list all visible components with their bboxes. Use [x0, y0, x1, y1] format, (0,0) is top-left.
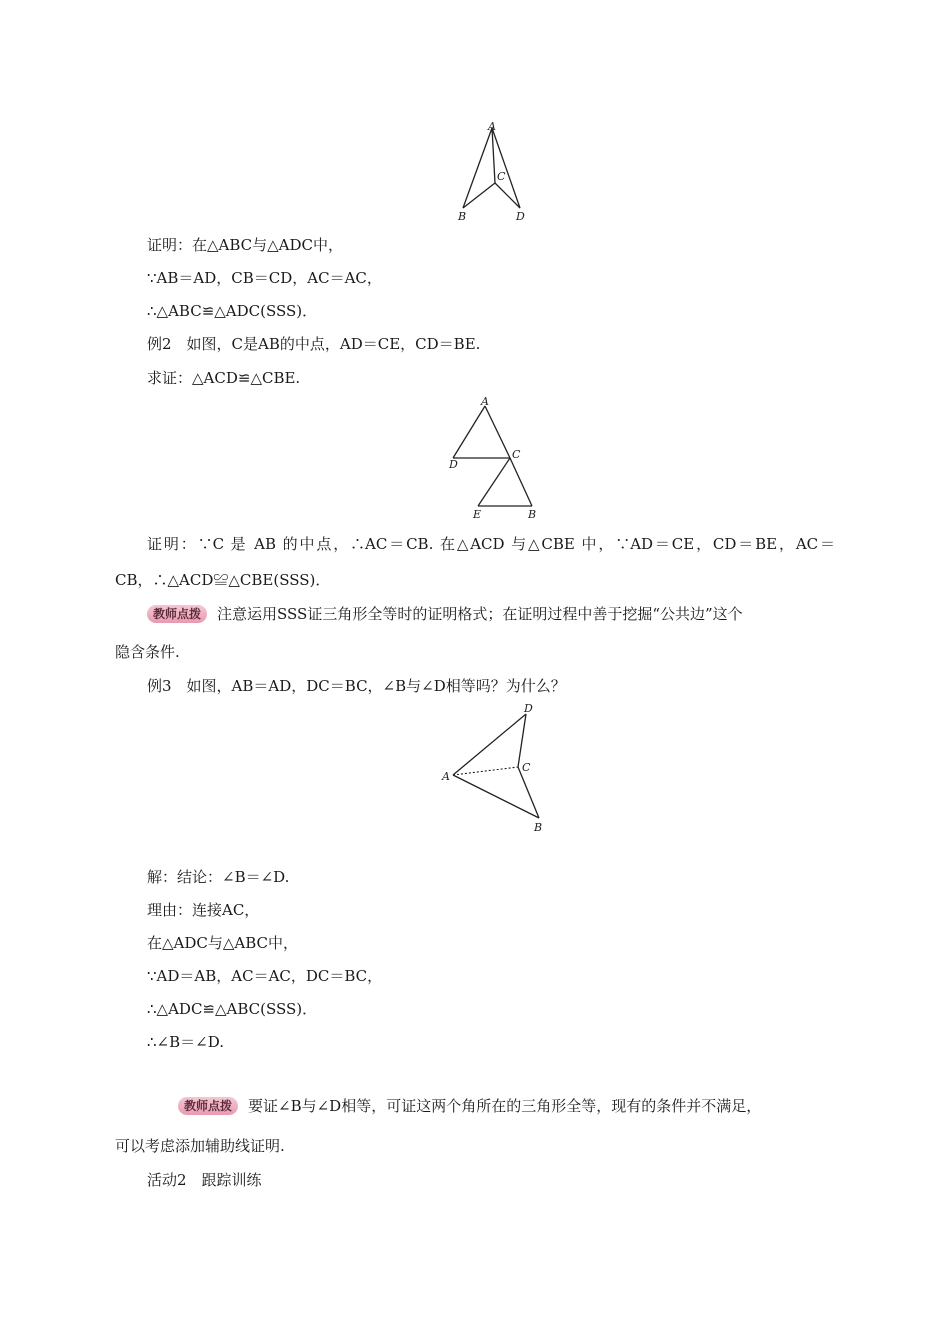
example-2-prove: 求证：△ACD≌△CBE. — [147, 369, 301, 387]
solution-3-line-4: ∵AD＝AB，AC＝AC，DC＝BC， — [147, 967, 383, 985]
solution-3-line-2: 理由：连接AC， — [147, 901, 260, 919]
teacher-tip-badge: 教师点拨 — [147, 605, 207, 623]
fig2-label-e: E — [473, 508, 482, 521]
tip-1-line-1 — [147, 604, 743, 624]
fig3-label-a: A — [442, 770, 450, 783]
fig1-label-b: B — [458, 210, 467, 223]
fig3-label-b: B — [534, 821, 543, 834]
fig2-label-b: B — [528, 508, 537, 521]
figure-1-triangles-abc-adc — [450, 118, 540, 226]
fig1-label-a: A — [488, 120, 496, 133]
proof1-line-2: ∵AB＝AD，CB＝CD，AC＝AC， — [147, 269, 382, 287]
figure-2-triangles-acd-cbe — [440, 392, 550, 522]
proof1-line-1: 证明：在△ABC与△ADC中， — [147, 236, 344, 254]
teacher-tip-badge-2: 教师点拨 — [178, 1097, 238, 1115]
activity-2-label: 活动2 跟踪训练 — [147, 1171, 262, 1189]
tip-2-text: 要证∠B与∠D相等，可证这两个角所在的三角形全等，现有的条件并不满足， — [248, 1097, 762, 1115]
fig3-label-d: D — [524, 702, 533, 715]
tip-1-text: 注意运用SSS证三角形全等时的证明格式；在证明过程中善于挖掘“公共边”这个 — [217, 605, 743, 623]
tip-1-line-2: 隐含条件. — [115, 643, 180, 661]
fig1-label-c: C — [497, 170, 506, 183]
proof2-line-2: CB，∴△ACD≌△CBE(SSS)． — [115, 571, 331, 589]
fig2-label-a: A — [481, 395, 489, 408]
tip-2-line-2: 可以考虑添加辅助线证明. — [115, 1137, 285, 1155]
fig3-label-c: C — [522, 761, 531, 774]
fig1-label-d: D — [516, 210, 525, 223]
tip-2-line-1 — [178, 1096, 761, 1116]
solution-3-line-1: 解：结论：∠B＝∠D. — [147, 868, 290, 886]
fig2-label-d: D — [449, 458, 458, 471]
example-3-title: 例3 如图，AB＝AD，DC＝BC，∠B与∠D相等吗？为什么？ — [147, 677, 566, 695]
figure-3-quadrilateral-abcd — [438, 700, 558, 836]
proof2-line-1: 证明：∵C 是 AB 的中点，∴AC＝CB. 在△ACD 与△CBE 中，∵AD＝CE，CD＝BE，AC＝ — [147, 535, 835, 553]
fig2-label-c: C — [512, 448, 521, 461]
proof1-line-3: ∴△ABC≌△ADC(SSS)． — [147, 302, 318, 320]
solution-3-line-5: ∴△ADC≌△ABC(SSS)． — [147, 1000, 318, 1018]
example-2-title: 例2 如图，C是AB的中点，AD＝CE，CD＝BE. — [147, 335, 481, 353]
solution-3-line-6: ∴∠B＝∠D. — [147, 1033, 224, 1051]
solution-3-line-3: 在△ADC与△ABC中， — [147, 934, 299, 952]
